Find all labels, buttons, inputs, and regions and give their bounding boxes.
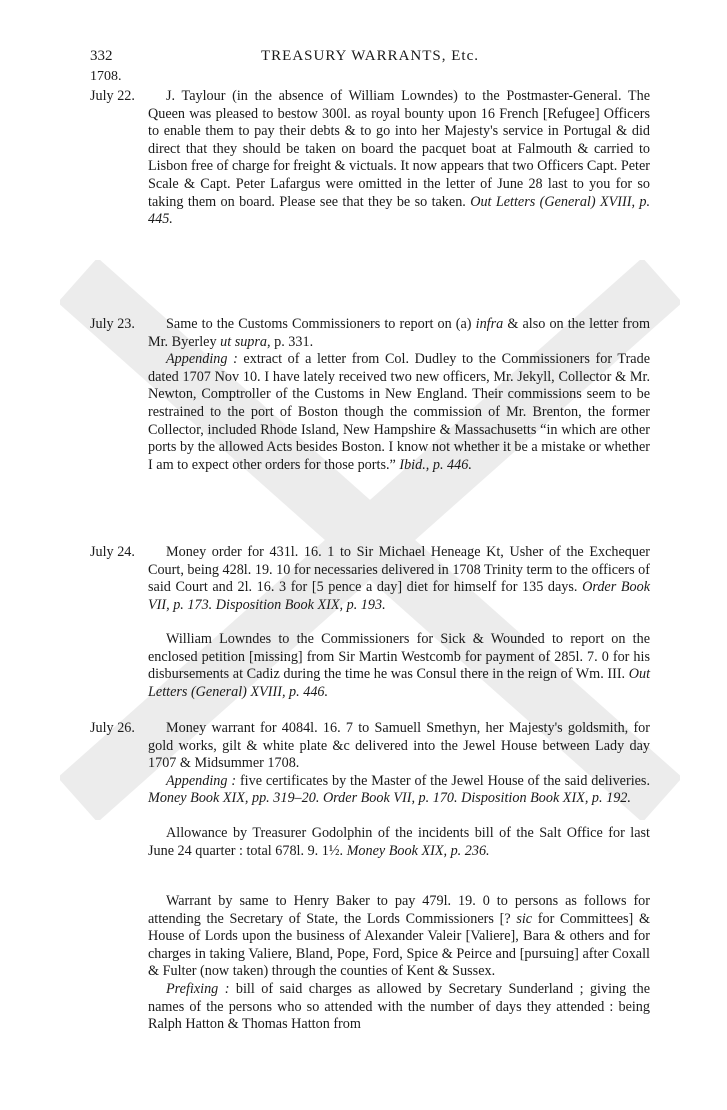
entry-body	[148, 631, 650, 701]
entry	[90, 316, 650, 474]
entry-text: , p. 331.	[267, 333, 314, 350]
entry-italic: infra	[475, 316, 504, 332]
entry-text: Money warrant for 4084l. 16. 7 to Samuell Smethyn, her Majesty's goldsmith, for gold works, gilt & white plate &c delivered into the Jewel House between Lady day 1707 & Midsummer 1708.	[148, 720, 650, 772]
entry-text: extract of a letter from Col. Dudley to the Commissioners for Trade dated 1707 Nov 10. I have lately received two new officers, Mr. Jekyll, Collector & Mr. Newton, Comptroller of the Customs in New England. Their commissions seem to be restrained to the port of Boston though the commission of Mr. Brenton, the former Collector, included Rhode Island, New Hampshire & Massachusetts “in which are other ports by the allowed Acts besides Boston. I know not whether it be a mistake or whether I am to expect other orders for those ports.”	[148, 351, 650, 473]
prefixing-label: Prefixing :	[166, 980, 230, 997]
entry-reference: Disposition Book XIX, p. 193.	[215, 596, 386, 613]
entry-text: for Committees] & House of Lords upon the business of Alexander Valeir [Valiere], Bara & others and for charges in taking Valiere, Bland, Pope, Ford, Spice & Peirce and [pursuing] after Coxall & Fulter (now taken) through the counties of Kent & Sussex.	[148, 910, 650, 980]
year-heading: 1708.	[90, 69, 122, 84]
entry-date: July 26.	[90, 720, 135, 736]
entry-date: July 24.	[90, 544, 135, 560]
entry-reference: Ibid., p. 446.	[399, 456, 472, 473]
page-header	[90, 48, 650, 68]
entry-text: bill of said charges as allowed by Secretary Sunderland ; giving the names of the persons who so attended with the number of days they attended : being Ralph Hatton & Thomas Hatton from	[148, 980, 650, 1033]
entry-body	[148, 720, 650, 808]
entry	[90, 825, 650, 860]
page-number: 332	[90, 48, 113, 64]
entry-body	[148, 88, 650, 229]
entry-text: Money order for 431l. 16. 1 to Sir Michael Heneage Kt, Usher of the Exchequer Court, being 428l. 19. 10 for necessaries delivered in 1708 Trinity term to the officers of said Court and 2l. 16. 3 for [5 pence a day] diet for himself for 135 days.	[148, 544, 650, 596]
entry	[90, 631, 650, 701]
entry-italic: sic	[516, 910, 533, 927]
entry-body	[148, 825, 650, 860]
entry	[90, 893, 650, 1034]
entry-text: five certificates by the Master of the Jewel House of the said deliveries.	[236, 772, 650, 789]
entry-text: J. Taylour (in the absence of William Lowndes) to the Postmaster-General. The Queen was pleased to bestow 300l. as royal bounty upon 16 French [Refugee] Officers to enable them to pay their debts & to go into her Majesty's service in Portugal & did direct that they should be taken on board the pacquet boat at Falmouth & carried to Lisbon free of charge for freight & victuals. It now appears that two Officers Capt. Peter Scale & Capt. Peter Lafargus were omitted in the letter of June 28 last to you for so taking them on board. Please see that they be so taken.	[148, 88, 650, 210]
entry-text: Warrant by same to Henry Baker to pay 479l. 19. 0 to persons as follows for attending the Secretary of State, the Lords Commissioners [?	[148, 893, 650, 927]
entry-reference: Order Book VII, p. 173.	[148, 579, 651, 613]
entry-date: July 22.	[90, 88, 135, 104]
entry-text: Allowance by Treasurer Godolphin of the incidents bill of the Salt Office for last June 24 quarter : total 678l. 9. 1½.	[148, 825, 650, 859]
entry-reference: Money Book XIX, pp. 319–20.	[148, 790, 320, 807]
running-title: TREASURY WARRANTS, Etc.	[260, 48, 479, 64]
entry-body	[148, 544, 650, 614]
entry-reference: Order Book VII, p. 170.	[322, 790, 458, 807]
entry-reference: Money Book XIX, p. 236.	[346, 842, 490, 859]
entry-text: William Lowndes to the Commissioners for Sick & Wounded to report on the enclosed petition [missing] from Sir Martin Westcomb for payment of 285l. 7. 0 for his disbursements at Cadiz during the time he was Consul there in the reign of Wm. III.	[148, 631, 650, 683]
entry-body	[148, 316, 650, 474]
appending-label: Appending :	[166, 351, 238, 368]
entry-italic: ut supra	[220, 333, 268, 350]
entry	[90, 544, 650, 614]
entry	[90, 720, 650, 808]
entry-reference: Out Letters (General) XVIII, p. 446.	[148, 666, 651, 700]
entry-text: & also on the letter from Mr. Byerley	[148, 316, 650, 350]
entry-text: Same to the Customs Commissioners to report on (a)	[166, 316, 476, 332]
entry	[90, 88, 650, 229]
entry-reference: Out Letters (General) XVIII, p. 445.	[148, 193, 650, 228]
entry-reference: Disposition Book XIX, p. 192.	[461, 790, 631, 807]
appending-label: Appending :	[166, 772, 237, 789]
entry-body	[148, 893, 650, 1034]
entry-date: July 23.	[90, 316, 135, 332]
